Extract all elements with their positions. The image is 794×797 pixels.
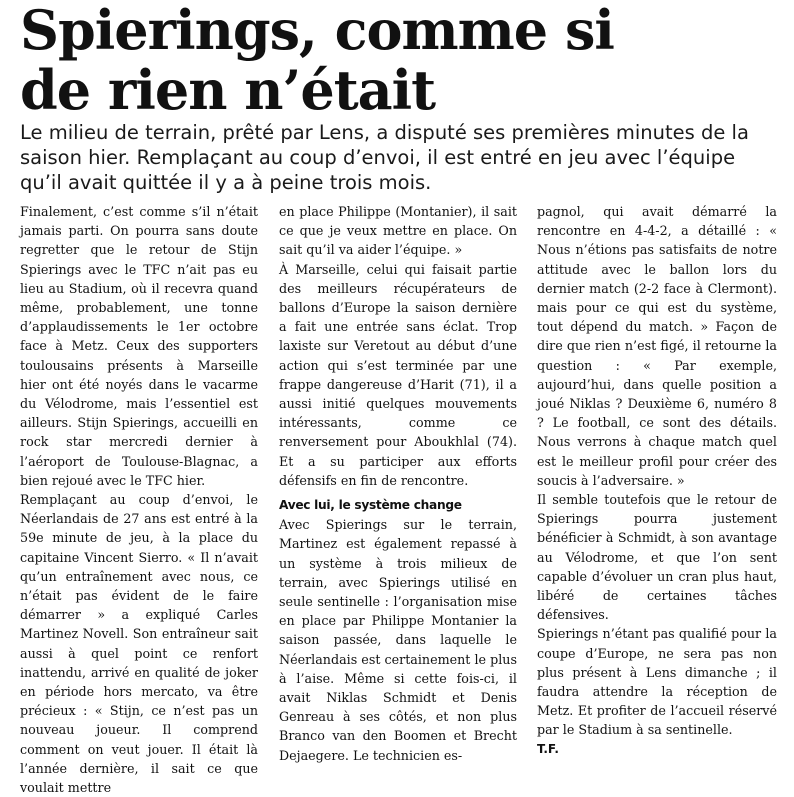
body-column-2 xyxy=(279,202,517,763)
paragraph: pagnol, qui avait démarré la rencontre en 4-4-2, a détaillé : « Nous n’étions pas satisfaits de notre attitude avec le ballon lors du dernier match (2-2 face à Clermont). mais pour ce qui est du système, tout dépend du match. » Façon de dire que rien n’est figé, il retourne la question : « Par exemple, aujourd’hui, dans quelle position a joué Niklas ? Deuxième 6, numéro 8 ? Le football, ce sont des détails. Nous verrons à chaque match quel est le meilleur profil pour créer des soucis à l’adversaire. » xyxy=(537,204,777,488)
paragraph: Avec Spierings sur le terrain, Martinez est également repassé à un système à trois milieux de terrain, avec Spierings utilisé en seule sentinelle : l’organisation mise en place par Philippe Montanier la saison passée, dans laquelle le Néerlandais est certainement le plus à l’aise. Même si cette fois-ci, il avait Niklas Schmidt et Denis Genreau à ses côtés, et non plus Branco van den Boomen et Brecht Dejaegere. Le technicien es- xyxy=(279,517,517,763)
author-signature: T.F. xyxy=(537,741,559,756)
standfirst xyxy=(20,120,790,195)
standfirst-line-3: qu’il avait quittée il y a à peine trois mois. xyxy=(20,171,432,194)
paragraph: Remplaçant au coup d’envoi, le Néerlandais de 27 ans est entré à la 59e minute de jeu, à la place du capitaine Vincent Sierro. « Il n’avait qu’un entraînement avec nous, ce n’était pas évident de le faire démarrer » a expliqué Carles Martinez Novell. Son entraîneur sait aussi à quel point ce renfort inattendu, arrivé en qualité de joker en période hors mercato, va être précieux : « Stijn, ce n’est pas un nouveau joueur. Il comprend comment on veut jouer. Il était là l’année dernière, il sait ce que voulait mettre xyxy=(20,492,258,796)
section-subhead: Avec lui, le système change xyxy=(279,498,462,513)
standfirst-line-2: saison hier. Remplaçant au coup d’envoi, il est entré en jeu avec l’équipe xyxy=(20,146,736,169)
headline-line-1: Spierings, comme si xyxy=(20,0,614,62)
paragraph: en place Philippe (Montanier), il sait ce que je veux mettre en place. On sait qu’il va aider l’équipe. » xyxy=(279,204,517,258)
headline xyxy=(20,0,780,120)
body-column-3 xyxy=(537,202,777,756)
paragraph: Finalement, c’est comme s’il n’était jamais parti. On pourra sans doute regretter que le retour de Stijn Spierings avec le TFC n’ait pas eu lieu au Stadium, où il recevra quand même, probablement, une tonne d’applaudissements le 1er octobre face à Metz. Ceux des supporters toulousains présents à Marseille hier ont été noyés dans le vacarme du Vélodrome, mais l’essentiel est ailleurs. Stijn Spierings, accueilli en rock star mercredi dernier à l’aéroport de Toulouse-Blagnac, a bien rejoué avec le TFC hier. xyxy=(20,204,258,488)
paragraph: Spierings n’étant pas qualifié pour la coupe d’Europe, ne sera pas non plus présent à Lens dimanche ; il faudra attendre la réception de Metz. Et profiter de l’accueil réservé par le Stadium à sa sentinelle. xyxy=(537,626,777,738)
body-column-1 xyxy=(20,202,258,796)
headline-line-2: de rien n’était xyxy=(20,58,436,122)
paragraph: Il semble toutefois que le retour de Spierings pourra justement bénéficier à Schmidt, à son avantage au Vélodrome, et que l’on sent capable d’évoluer un cran plus haut, libéré de certaines tâches défensives. xyxy=(537,492,777,623)
standfirst-line-1: Le milieu de terrain, prêté par Lens, a disputé ses premières minutes de la xyxy=(20,121,749,144)
paragraph: À Marseille, celui qui faisait partie des meilleurs récupérateurs de ballons d’Europe la saison dernière a fait une entrée sans éclat. Trop laxiste sur Veretout au début d’une action qui s’est terminée par une frappe dangereuse d’Harit (71), il a aussi initié quelques mouvements intéressants, comme ce renversement pour Aboukhlal (74). Et a su participer aux efforts défensifs en fin de rencontre. xyxy=(279,261,517,488)
